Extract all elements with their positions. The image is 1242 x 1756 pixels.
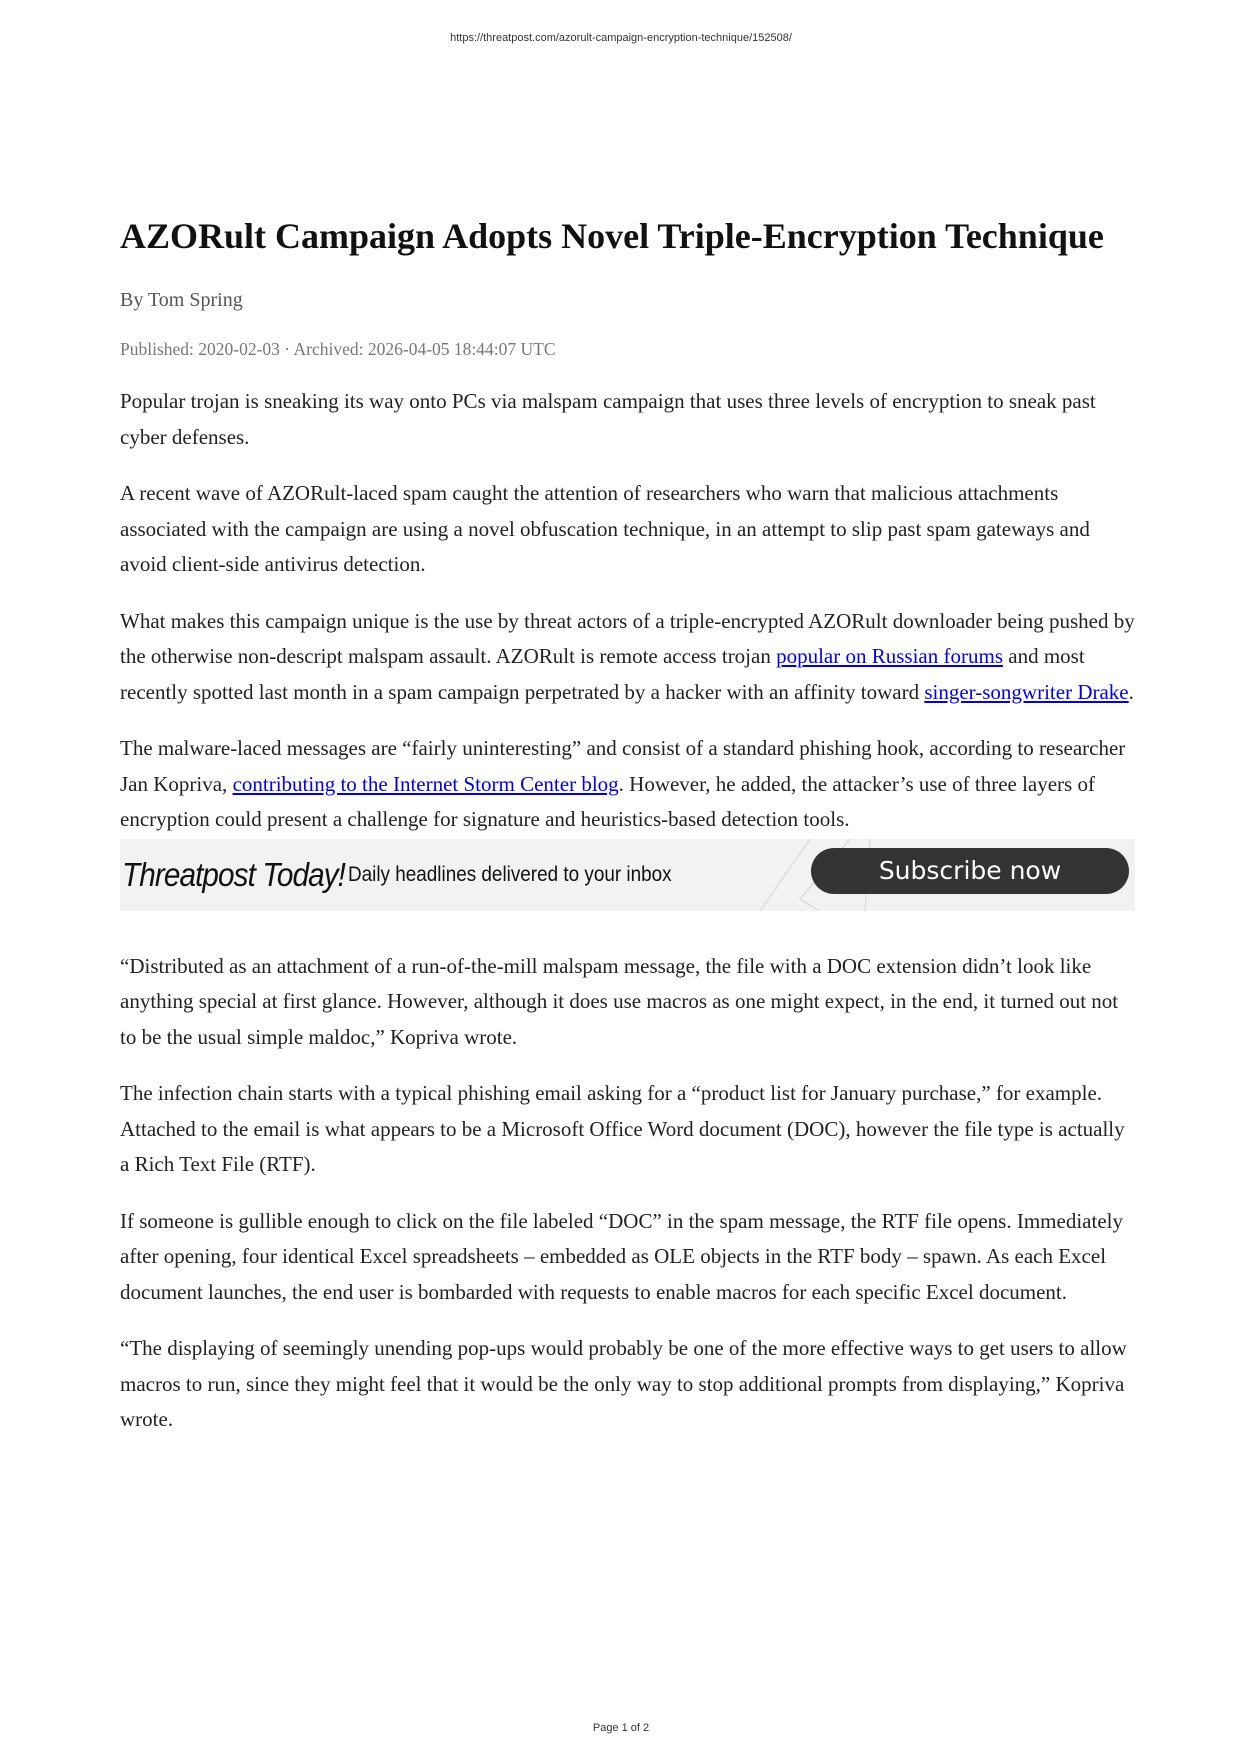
text: What makes this campaign unique is the use by threat actors of a triple-encrypted AZORult downloader being pushed by the otherwise non-descript malspam assault. AZORult is remote access trojan: [120, 608, 1135, 668]
link-singer-songwriter-drake[interactable]: singer-songwriter Drake: [924, 679, 1129, 704]
paragraph-5: “Distributed as an attachment of a run-of-the-mill malspam message, the file with a DOC extension didn’t look like anything special at first glance. However, although it does use macros as one might expect, in the end, it turned out not to be the usual simple maldoc,” Kopriva wrote.: [120, 953, 1119, 1049]
paragraph-1: Popular trojan is sneaking its way onto PCs via malspam campaign that uses three levels of encryption to sneak past cyber defenses.: [120, 389, 1096, 449]
paragraph-2: A recent wave of AZORult-laced spam caught the attention of researchers who warn that malicious attachments associated with the campaign are using a novel obfuscation technique, in an attempt to slip past spam gateways and avoid client-side antivirus detection.: [120, 481, 1090, 576]
paragraph-4: [120, 731, 1135, 838]
paragraph-8: “The displaying of seemingly unending pop-ups would probably be one of the more effective ways to get users to allow macros to run, since they might feel that it would be the only way to stop additional prompts from displaying,” Kopriva wrote.: [120, 1336, 1127, 1431]
text: and most recently spotted last month in a spam campaign perpetrated by a hacker with an affinity toward: [120, 644, 1085, 704]
paragraph-3: [120, 604, 1135, 711]
paragraph-6: The infection chain starts with a typical phishing email asking for a “product list for January purchase,” for example. Attached to the email is what appears to be a Microsoft Office Word document (DOC), however the file type is actually a Rich Text File (RTF).: [120, 1081, 1125, 1176]
article: [120, 214, 1135, 1459]
article-title: AZORult Campaign Adopts Novel Triple-Encryption Technique: [120, 216, 1104, 256]
link-popular-on-russian-forums[interactable]: popular on Russian forums: [776, 644, 1003, 668]
text: . However, he added, the attacker’s use of three layers of encryption could present a challenge for signature and heuristics-based detection tools.: [120, 771, 1095, 831]
link-internet-storm-center-blog[interactable]: contributing to the Internet Storm Center blog: [232, 771, 619, 796]
subscribe-banner[interactable]: [120, 839, 1135, 911]
banner-tagline: Daily headlines delivered to your inbox: [347, 862, 672, 886]
page-number: Page 1 of 2: [592, 1722, 650, 1734]
page-url: https://threatpost.com/azorult-campaign-encryption-technique/152508/: [450, 32, 792, 44]
subscribe-button[interactable]: Subscribe now: [811, 848, 1129, 894]
byline: By Tom Spring: [120, 289, 243, 311]
publish-meta: Published: 2020-02-03 · Archived: 2026-04-05 18:44:07 UTC: [120, 339, 556, 359]
text: The malware-laced messages are “fairly uninteresting” and consist of a standard phishing hook, according to researcher Jan Kopriva,: [120, 736, 1126, 796]
paragraph-7: If someone is gullible enough to click on the file labeled “DOC” in the spam message, the RTF file opens. Immediately after opening, four identical Excel spreadsheets – embedded as OLE objects in the RTF body – spawn. As each Excel document launches, the end user is bombarded with requests to enable macros for each specific Excel document.: [120, 1208, 1123, 1304]
banner-brand: Threatpost Today!: [122, 855, 346, 893]
text: .: [1128, 679, 1134, 704]
